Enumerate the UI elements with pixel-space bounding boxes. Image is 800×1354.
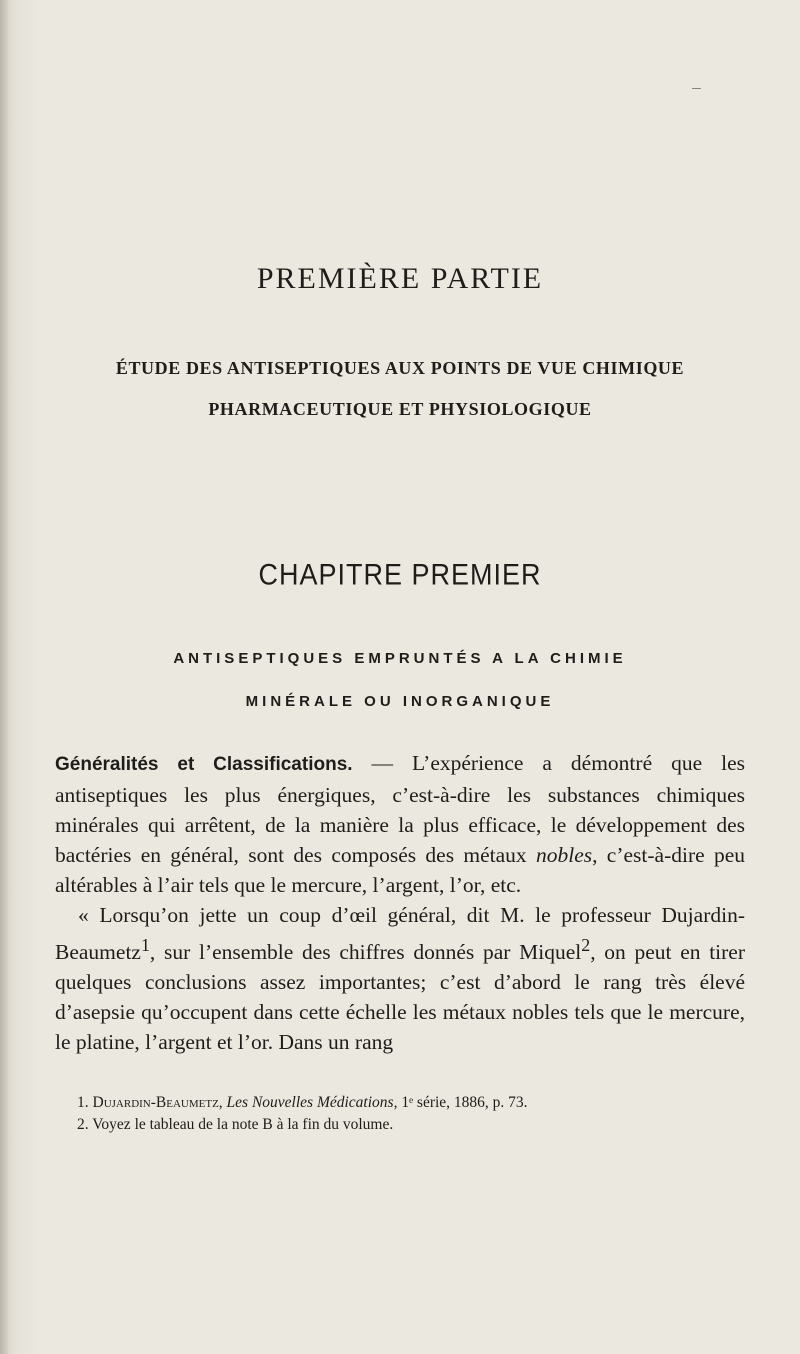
paragraph-2-text-b: , sur l’ensemble des chiffres donnés par Miquel <box>149 940 582 965</box>
footnote-1-title: Les Nouvelles Médications <box>226 1094 394 1111</box>
footnote-2 <box>55 1114 745 1136</box>
subtitle-line-2: PHARMACEUTIQUE ET PHYSIOLOGIQUE <box>208 399 592 419</box>
footnote-1-rest: , 1ᵉ série, 1886, p. 73. <box>393 1094 528 1111</box>
footnotes <box>55 1092 745 1136</box>
paragraph-lead: Généralités et Classifications. <box>55 754 353 775</box>
footnote-ref-2: 2 <box>581 935 591 955</box>
chapter-subtitle-line-2: MINÉRALE OU INORGANIQUE <box>245 693 555 710</box>
paragraph-1-text-a: — L’expérience a démontré que les antiseptiques les plus énergiques, c’est-à-dire les substances chimiques minérales qui arrêtent, de la manière la plus efficace, le développement des bactéries en général, sont des composés des métaux <box>55 751 745 867</box>
paragraph-2-text-a: « Lorsqu’on jette un coup d’œil général, dit M. le professeur Dujardin-Beaumetz <box>55 903 745 965</box>
paragraph-2-text-c: , on peut en tirer quelques conclusions assez importantes; c’est d’abord le rang très élevé d’asepsie qu’occupent dans cette échelle les métaux nobles tels que le mercure, le platine, l’argent et l’or. Dans un rang <box>55 940 745 1055</box>
subtitle-line-1: ÉTUDE DES ANTISEPTIQUES AUX POINTS DE VUE CHIMIQUE <box>115 358 685 378</box>
footnote-2-text: Voyez le tableau de la note B à la fin du volume. <box>92 1116 394 1133</box>
footnote-ref-1: 1 <box>140 935 150 955</box>
chapter-subtitle-line-1: ANTISEPTIQUES EMPRUNTÉS A LA CHIMIE <box>173 650 627 667</box>
paragraph-2 <box>55 900 745 1057</box>
footnote-1-author: Dujardin-Beaumetz <box>92 1094 219 1111</box>
paragraph-1-italic: nobles <box>535 843 593 867</box>
paragraph-1-text-b: , c’est-à-dire peu altérables à l’air tels que le mercure, l’argent, l’or, etc. <box>55 843 746 897</box>
footnote-2-num: 2. <box>77 1116 89 1133</box>
page-gutter <box>0 0 8 1354</box>
chapter-title: CHAPITRE PREMIER <box>258 558 542 592</box>
paragraph-1 <box>55 748 745 900</box>
page-mark <box>692 88 701 95</box>
part-title: PREMIÈRE PARTIE <box>256 262 544 295</box>
body-text <box>55 748 745 1057</box>
footnote-1-num: 1. <box>77 1094 89 1111</box>
footnote-1: 1. Dujardin-Beaumetz, Les Nouvelles Médications, 1ᵉ série, 1886, p. 73. <box>77 1094 528 1111</box>
